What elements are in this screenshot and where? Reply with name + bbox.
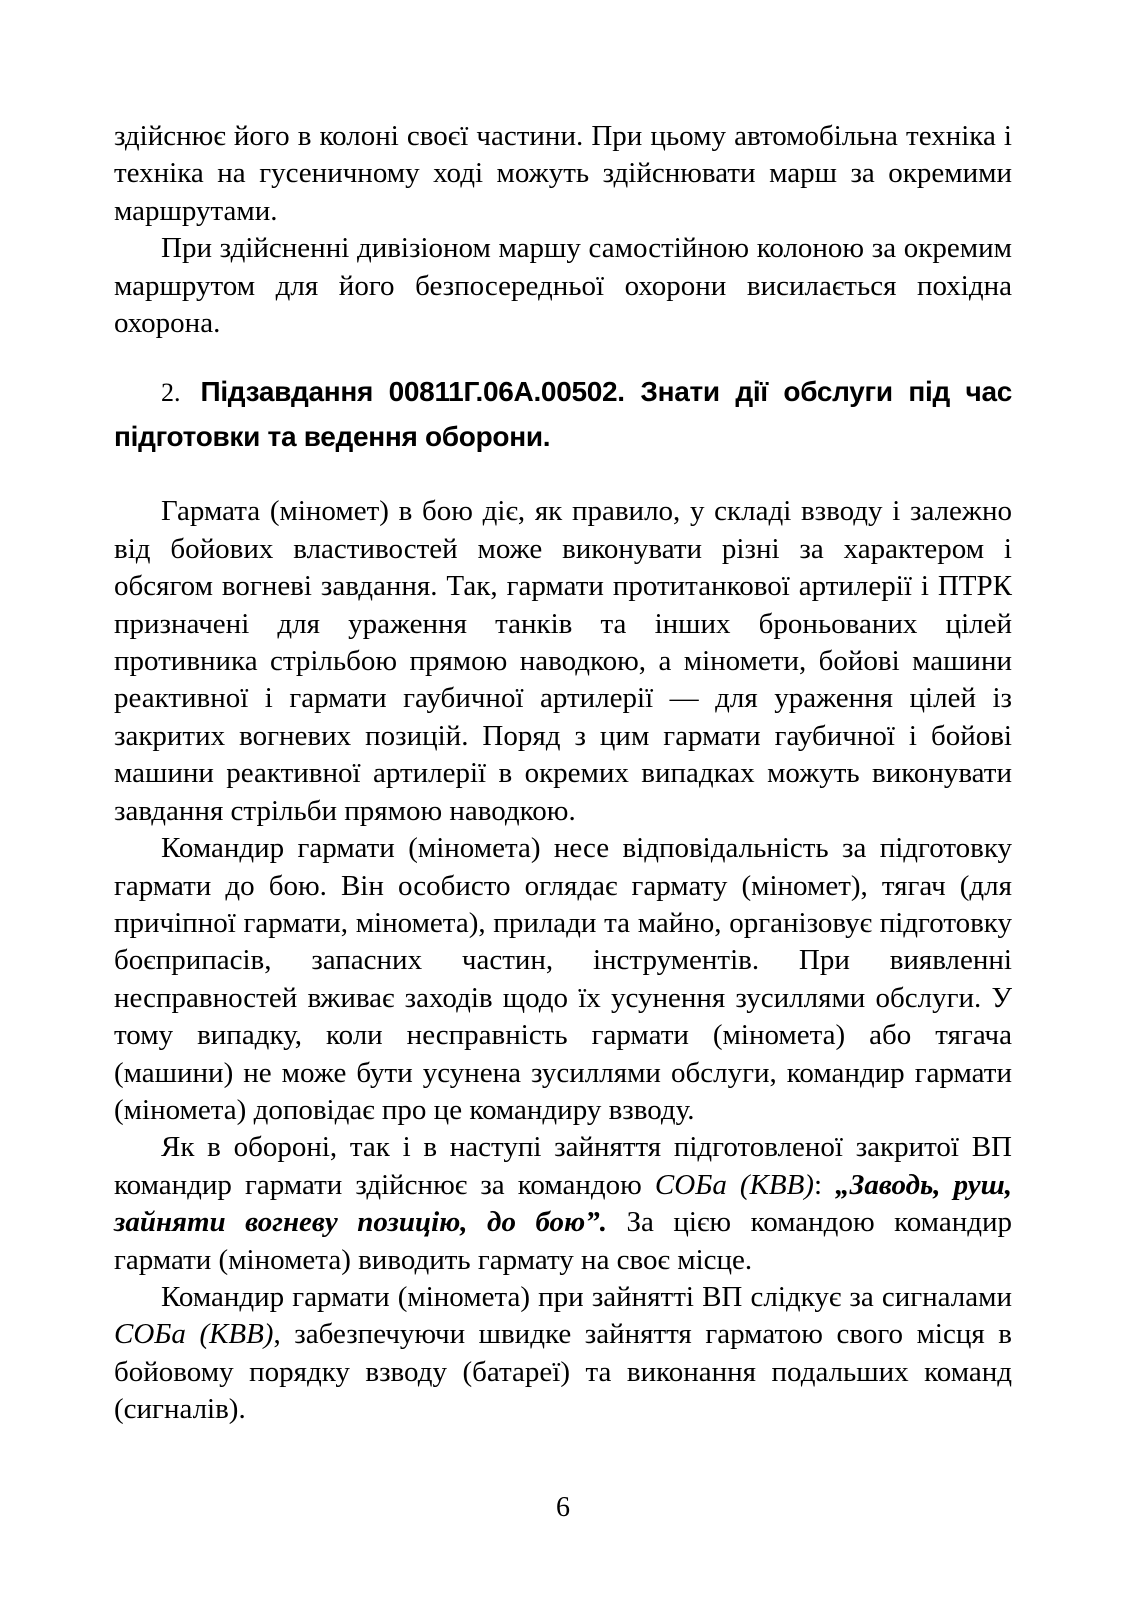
text-segment: , забезпечуючи швидке зайняття гарматою свого місця в бойовому порядку взводу (батареї) та виконання подальших команд (сигналів).: [114, 1318, 1012, 1426]
text-segment: Як в обороні, так і в наступі зайняття підготовленої закритої ВП командир гармати здійснює за командою: [114, 1131, 1012, 1201]
text-segment-number: 2.: [161, 378, 181, 408]
section-heading: [114, 370, 1012, 459]
text-segment: :: [813, 1168, 836, 1201]
text-segment: Гармата (міномет) в бою діє, як правило, у складі взводу і залежно від бойових властивостей може виконувати різні за характером і обсягом вогневі завдання. Так, гармати протитанкової артилерії і ПТРК призначені для ураження танків та інших броньованих цілей противника стрільбою прямою наводкою, а міномети, бойові машини реактивної і гармати гаубичної артилерії — для ураження цілей із закритих вогневих позицій. Поряд з цим гармати гаубичної і бойові машини реактивної артилерії в окремих випадках можуть виконувати завдання стрільби прямою наводкою.: [114, 495, 1012, 827]
paragraph: [114, 830, 1012, 1129]
paragraph: [114, 118, 1012, 230]
paragraph: [114, 1279, 1012, 1429]
text-segment-bold: Підзавдання 00811Г.06А.00502. Знати дії обслуги під час підготовки та ведення оборони.: [114, 376, 1012, 453]
text-segment: При здійсненні дивізіоном маршу самостійною колоною за окремим маршрутом для його безпосередньої охорони висилається похідна охорона.: [114, 232, 1012, 340]
page-number: 6: [556, 1492, 570, 1523]
text-segment: За цією командою командир гармати (міномета) виводить гармату на своє місце.: [114, 1206, 1012, 1276]
text-segment: Командир гармати (міномета) при зайнятті ВП слідкує за сигналами: [161, 1280, 1012, 1313]
paragraph: [114, 493, 1012, 830]
text-segment-bold-italic: „Заводь, руш, зайняти вогневу позицію, до бою”.: [114, 1168, 1012, 1239]
text-segment: Командир гармати (міномета) несе відповідальність за підготовку гармати до бою. Він особисто оглядає гармату (міномет), тягач (для причіпної гармати, міномета), прилади та майно, організовує підготовку боєприпасів, запасних частин, інструментів. При виявленні несправностей вживає заходів щодо їх усунення зусиллями обслуги. У тому випадку, коли несправність гармати (міномета) або тягача (машини) не може бути усунена зусиллями обслуги, командир гармати (міномета) доповідає про це командиру взводу.: [114, 832, 1012, 1126]
document-content: [114, 118, 1012, 1429]
text-segment-italic: СОБа (КВВ): [654, 1168, 814, 1201]
text-segment-italic: СОБа (КВВ): [114, 1318, 274, 1351]
paragraph: [114, 230, 1012, 342]
page-footer: [114, 1490, 1012, 1526]
text-segment: здійснює його в колоні своєї частини. При цьому автомобільна техніка і техніка на гусеничному ході можуть здійснювати марш за окремими маршрутами.: [114, 120, 1012, 227]
paragraph: [114, 1129, 1012, 1279]
